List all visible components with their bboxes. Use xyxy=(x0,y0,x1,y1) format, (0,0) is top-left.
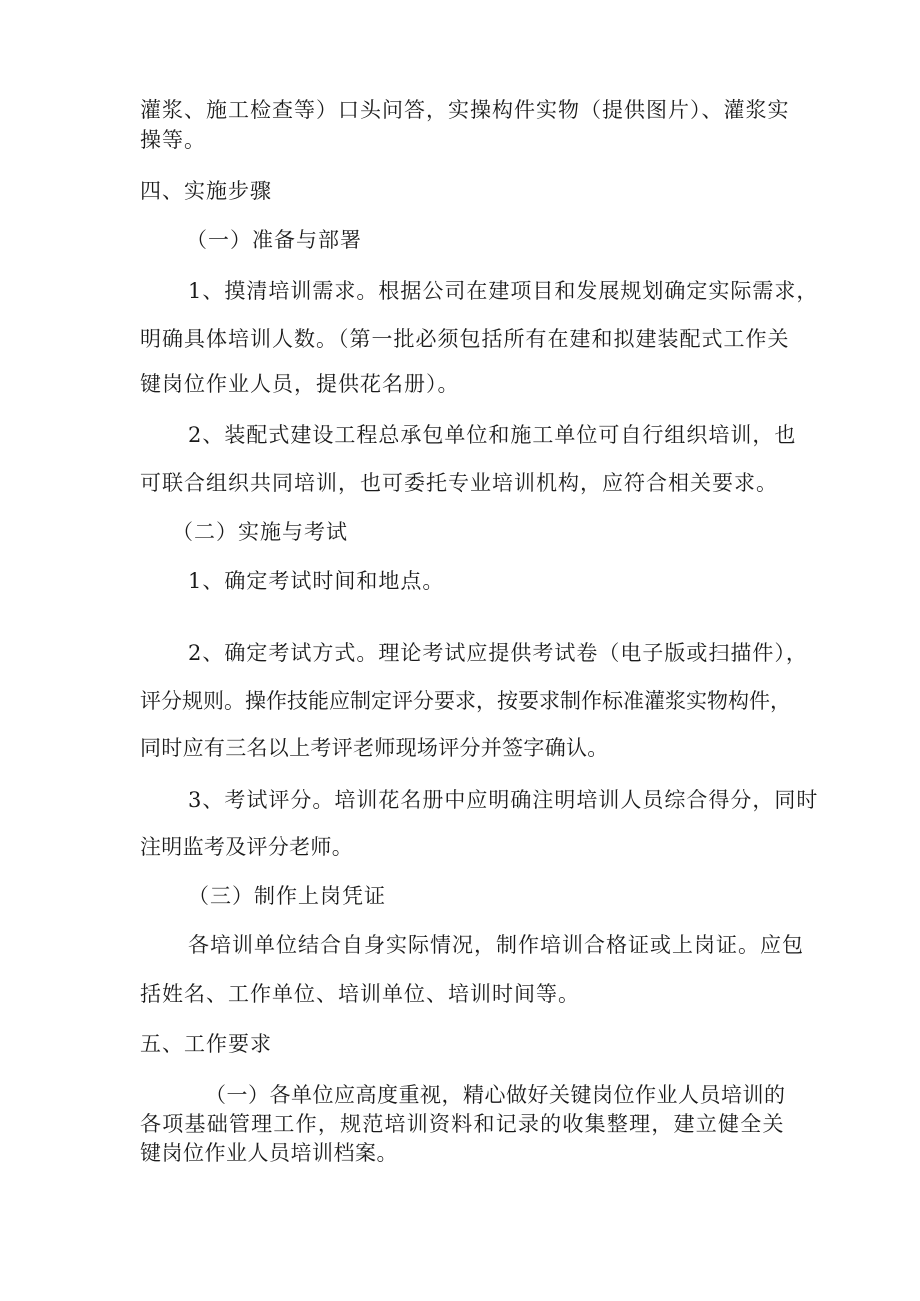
paragraph-line: 评分规则。操作技能应制定评分要求，按要求制作标准灌浆实物构件， xyxy=(140,689,791,713)
paragraph-line: 3、考试评分。培训花名册中应明确注明培训人员综合得分，同时 xyxy=(188,788,819,812)
subsection-heading: （三）制作上岗凭证 xyxy=(188,884,386,908)
paragraph-line: 2、确定考试方式。理论考试应提供考试卷（电子版或扫描件）， xyxy=(188,641,808,665)
subsection-heading: （一）准备与部署 xyxy=(186,228,362,252)
paragraph-line: 各培训单位结合自身实际情况，制作培训合格证或上岗证。应包 xyxy=(188,933,804,957)
paragraph-line: 1、摸清培训需求。根据公司在建项目和发展规划确定实际需求， xyxy=(188,279,819,303)
paragraph-line: 灌浆、施工检查等）口头问答，实操构件实物（提供图片）、灌浆实 xyxy=(140,98,790,122)
paragraph-line: （一）各单位应高度重视，精心做好关键岗位作业人员培训的 xyxy=(205,1083,786,1107)
paragraph-line: 可联合组织共同培训，也可委托专业培训机构，应符合相关要求。 xyxy=(140,471,778,495)
paragraph-line: 1、确定考试时间和地点。 xyxy=(188,569,445,593)
subsection-heading: （二）实施与考试 xyxy=(172,520,348,544)
paragraph-line: 2、装配式建设工程总承包单位和施工单位可自行组织培训，也 xyxy=(188,423,797,447)
paragraph-line: 注明监考及评分老师。 xyxy=(140,835,353,859)
paragraph-line: 键岗位作业人员，提供花名册）。 xyxy=(140,372,460,396)
paragraph-line: 各项基础管理工作，规范培训资料和记录的收集整理，建立健全关 xyxy=(140,1112,784,1136)
paragraph-line: 操等。 xyxy=(140,128,206,152)
paragraph-line: 同时应有三名以上考评老师现场评分并签字确认。 xyxy=(140,736,609,760)
paragraph-line: 明确具体培训人数。（第一批必须包括所有在建和拟建装配式工作关 xyxy=(140,327,790,351)
section-heading: 四、实施步骤 xyxy=(140,179,272,203)
paragraph-line: 括姓名、工作单位、培训单位、培训时间等。 xyxy=(140,982,580,1006)
section-heading: 五、工作要求 xyxy=(140,1032,272,1056)
paragraph-line: 键岗位作业人员培训档案。 xyxy=(140,1141,398,1165)
